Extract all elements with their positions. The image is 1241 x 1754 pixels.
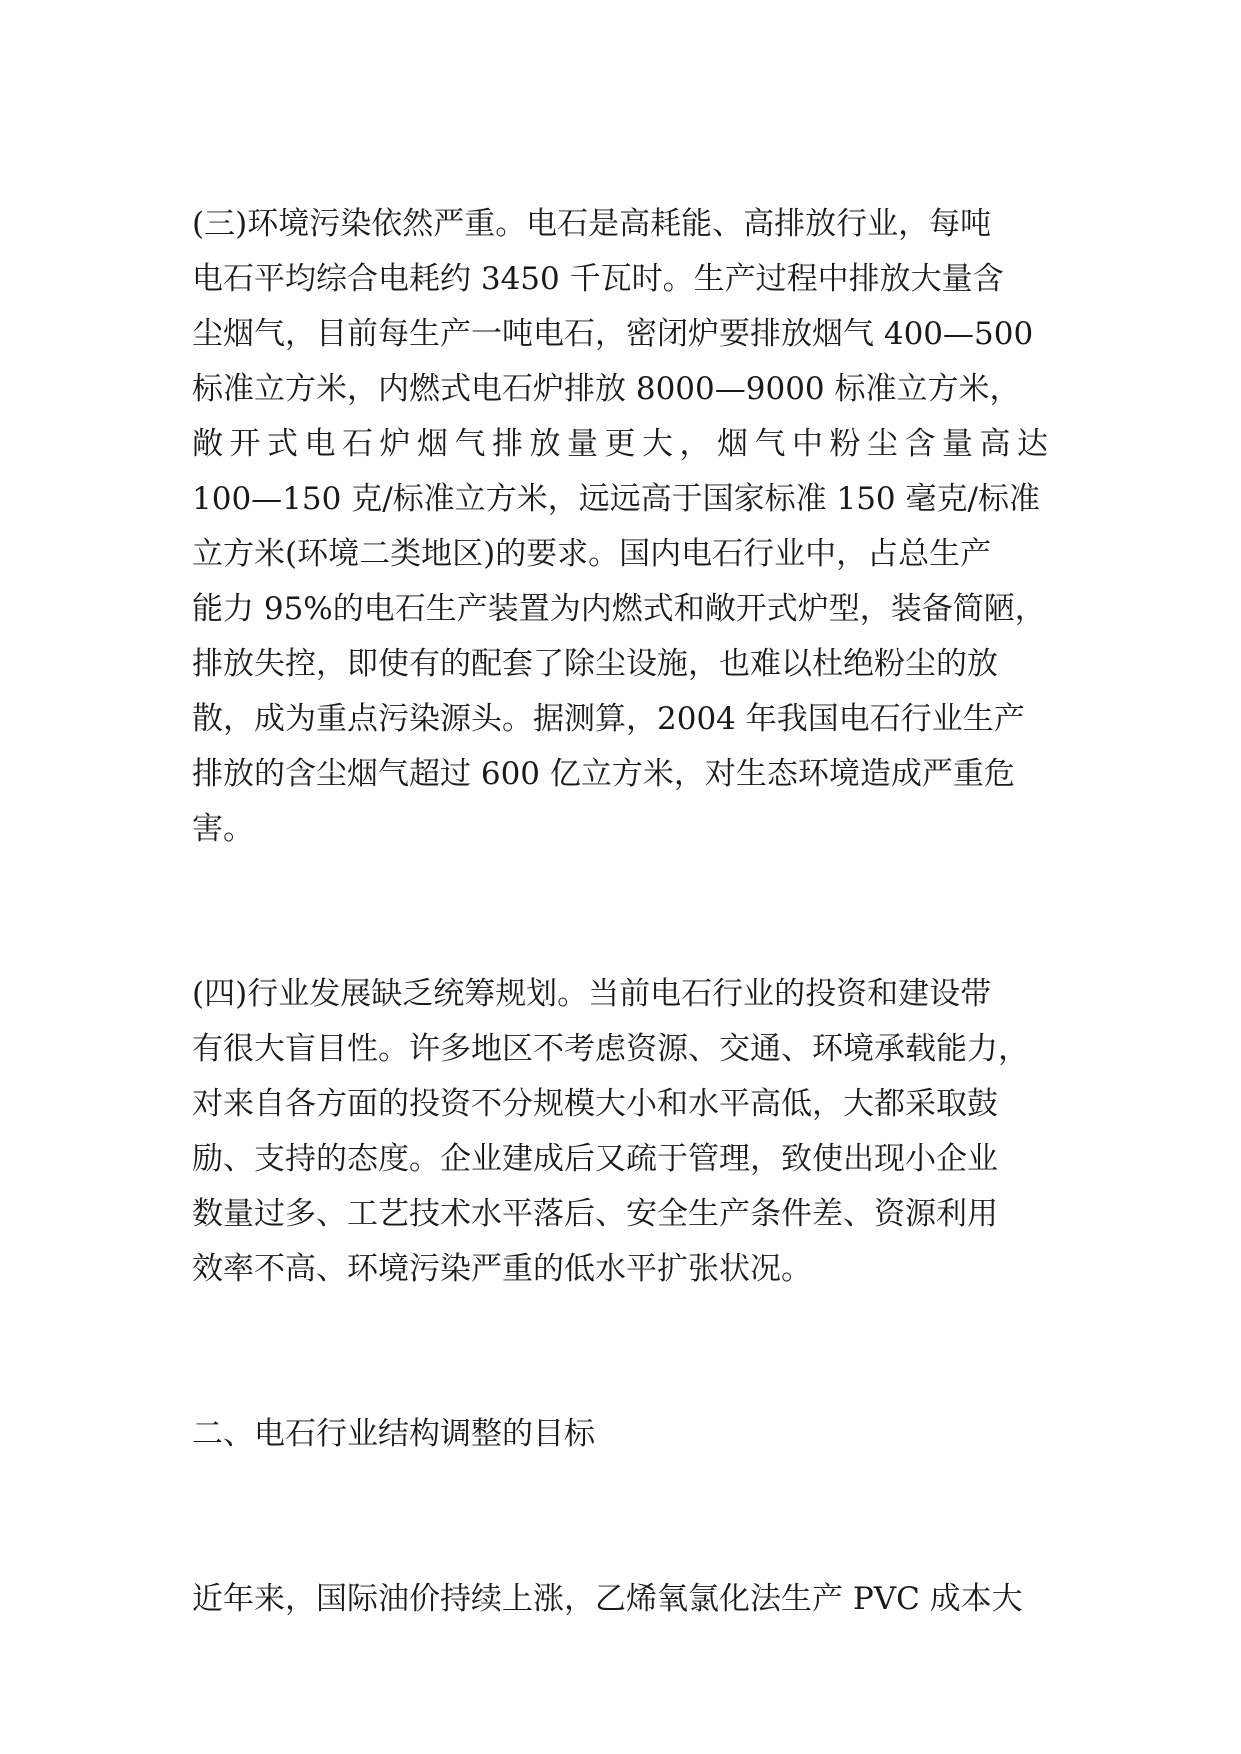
paragraph-4-line-2: 有很大盲目性。许多地区不考虑资源、交通、环境承载能力， <box>192 1031 1029 1067</box>
paragraph-3-line-1: (三)环境污染依然严重。电石是高耗能、高排放行业，每吨 <box>192 206 992 242</box>
paragraph-3-line-7: 立方米(环境二类地区)的要求。国内电石行业中，占总生产 <box>192 536 992 572</box>
paragraph-3-line-6: 100—150 克/标准立方米，远远高于国家标准 150 毫克/标准 <box>192 481 1040 517</box>
paragraph-4-line-6: 效率不高、环境污染严重的低水平扩张状况。 <box>192 1251 812 1287</box>
paragraph-3-line-4: 标准立方米，内燃式电石炉排放 8000—9000 标准立方米， <box>192 371 1021 407</box>
paragraph-3-line-11: 排放的含尘烟气超过 600 亿立方米，对生态环境造成严重危 <box>192 756 1015 792</box>
paragraph-next-line-1: 近年来，国际油价持续上涨，乙烯氧氯化法生产 PVC 成本大 <box>192 1581 1023 1617</box>
paragraph-4-line-1: (四)行业发展缺乏统筹规划。当前电石行业的投资和建设带 <box>192 976 992 1012</box>
paragraph-3-line-12: 害。 <box>192 811 254 847</box>
paragraph-3-line-3: 尘烟气，目前每生产一吨电石，密闭炉要排放烟气 400—500 <box>192 316 1034 352</box>
section-heading: 二、电石行业结构调整的目标 <box>192 1416 595 1452</box>
paragraph-3-line-9: 排放失控，即使有的配套了除尘设施，也难以杜绝粉尘的放 <box>192 646 998 682</box>
paragraph-4-line-3: 对来自各方面的投资不分规模大小和水平高低，大都采取鼓 <box>192 1086 998 1122</box>
paragraph-3-line-8: 能力 95%的电石生产装置为内燃式和敞开式炉型，装备简陋， <box>192 591 1046 627</box>
paragraph-3-line-10: 散，成为重点污染源头。据测算，2004 年我国电石行业生产 <box>192 701 1025 737</box>
paragraph-3-line-2: 电石平均综合电耗约 3450 千瓦时。生产过程中排放大量含 <box>192 261 1004 297</box>
paragraph-3-line-5: 敞开式电石炉烟气排放量更大，烟气中粉尘含量高达 <box>192 426 1048 462</box>
paragraph-4-line-4: 励、支持的态度。企业建成后又疏于管理，致使出现小企业 <box>192 1141 998 1177</box>
paragraph-4-line-5: 数量过多、工艺技术水平落后、安全生产条件差、资源利用 <box>192 1196 998 1232</box>
